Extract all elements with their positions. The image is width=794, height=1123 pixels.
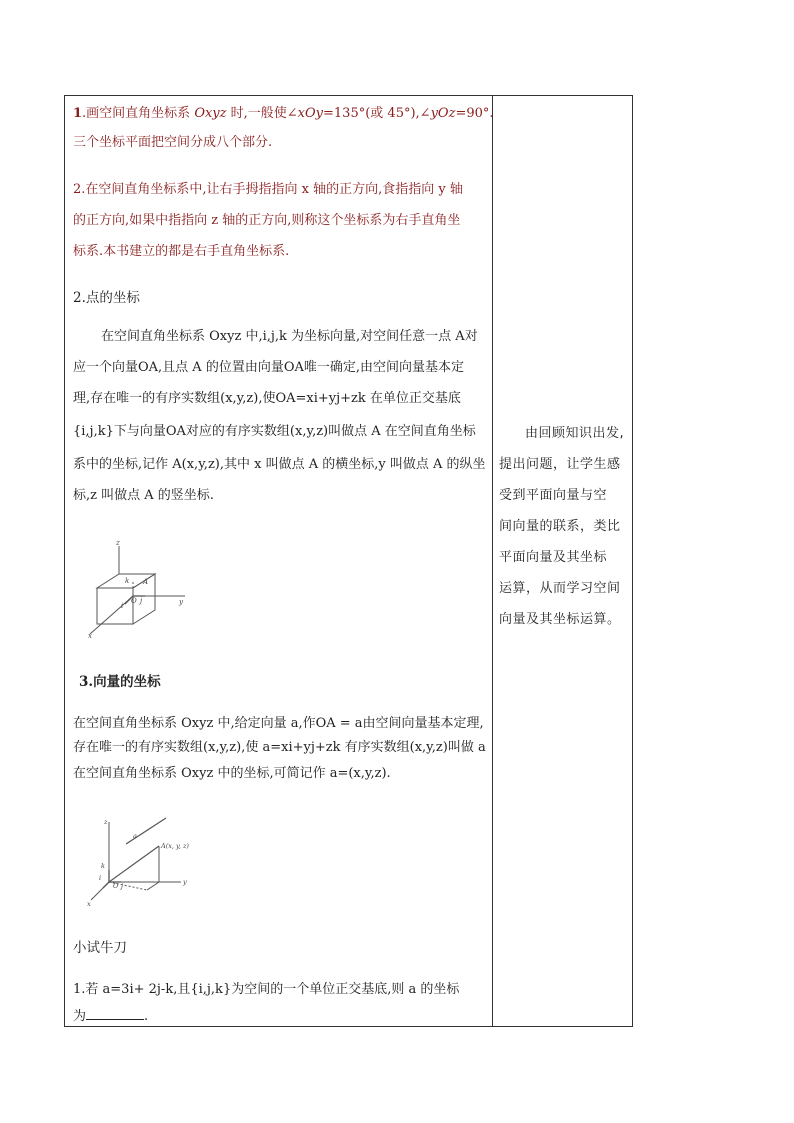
note-line-1: 由回顾知识出发, <box>525 426 625 441</box>
fig1-O-label: O <box>131 597 137 605</box>
fig2-x-label: x <box>87 900 91 908</box>
note-line-6: 运算，从而学习空间 <box>499 581 621 596</box>
point-para-line6: 标,z 叫做点 A 的竖坐标. <box>73 488 214 503</box>
heading-vector-coordinates: 3.向量的坐标 <box>79 674 161 690</box>
heading-point-coordinates: 2.点的坐标 <box>73 290 140 306</box>
section2-line2: 的正方向,如果中指指向 z 轴的正方向,则称这个坐标系为右手直角坐 <box>73 213 461 228</box>
fig1-y-label: y <box>179 598 183 606</box>
vector-para-line2: 存在唯一的有序实数组(x,y,z),使 a=xi+yj+zk 有序实数组(x,y,z)叫做 a <box>73 740 486 755</box>
point-para-line2: 应一个向量OA,且点 A 的位置由向量OA唯一确定,由空间向量基本定 <box>73 360 465 375</box>
fig2-z-label: z <box>104 818 108 826</box>
fig1-z-label: z <box>116 539 120 547</box>
practice-line1: 1.若 a=3i+ 2j-k,且{i,j,k}为空间的一个单位正交基底,则 a 的坐标 <box>73 982 460 997</box>
section1-line1: 1.画空间直角坐标系 Oxyz 时,一般使∠xOy=135°(或 45°),∠yOz=90°. <box>73 106 494 121</box>
vector-para-line1: 在空间直角坐标系 Oxyz 中,给定向量 a,作OA = a由空间向量基本定理, <box>73 716 484 731</box>
heading-practice: 小试牛刀 <box>73 940 127 956</box>
fig2-O-label: O <box>113 882 119 890</box>
point-para-line4: {i,j,k}下与向量OA对应的有序实数组(x,y,z)叫做点 A 在空间直角坐标 <box>73 424 476 439</box>
fig2-y-label: y <box>183 878 187 886</box>
fig1-A-label: A <box>143 578 149 586</box>
note-line-2: 提出问题，让学生感 <box>499 457 621 472</box>
lesson-table <box>64 95 633 1027</box>
fig2-a-label: a <box>133 832 137 840</box>
point-para-line5: 系中的坐标,记作 A(x,y,z),其中 x 叫做点 A 的横坐标,y 叫做点 A 的纵坐 <box>73 457 486 472</box>
vector-axes-figure <box>81 816 211 908</box>
note-line-7: 向量及其坐标运算。 <box>499 612 621 627</box>
fig2-k-label: k <box>101 862 105 870</box>
note-line-4: 间向量的联系，类比 <box>499 519 621 534</box>
section2-line3: 标系.本书建立的都是右手直角坐标系. <box>73 244 290 259</box>
fig2-A-label: A(x, y, z) <box>161 842 189 850</box>
content-column <box>65 96 493 1026</box>
fig1-k-label: k <box>125 577 130 585</box>
fig1-i-label: i <box>121 602 124 610</box>
cube-axes-figure <box>85 536 205 641</box>
note-line-5: 平面向量及其坐标 <box>499 550 608 565</box>
practice-line2: 为 . <box>73 1009 149 1024</box>
note-line-3: 受到平面向量与空 <box>499 488 608 503</box>
fig1-x-label: x <box>88 632 92 640</box>
section2-line1: 2.在空间直角坐标系中,让右手拇指指向 x 轴的正方向,食指指向 y 轴 <box>73 182 463 197</box>
answer-blank[interactable] <box>86 1007 144 1020</box>
vector-para-line3: 在空间直角坐标系 Oxyz 中的坐标,可简记作 a=(x,y,z). <box>73 766 391 781</box>
notes-column <box>493 96 632 1026</box>
fig2-j-label: j <box>121 882 124 890</box>
teaching-note <box>499 418 627 635</box>
point-para-line1: 在空间直角坐标系 Oxyz 中,i,j,k 为坐标向量,对空间任意一点 A对 <box>101 329 478 344</box>
fig1-j-label: j <box>140 597 143 605</box>
section1-line2: 三个坐标平面把空间分成八个部分. <box>73 135 273 150</box>
point-para-line3: 理,存在唯一的有序实数组(x,y,z),使OA=xi+yj+zk 在单位正交基底 <box>73 391 461 406</box>
fig2-i-label: i <box>99 874 102 882</box>
